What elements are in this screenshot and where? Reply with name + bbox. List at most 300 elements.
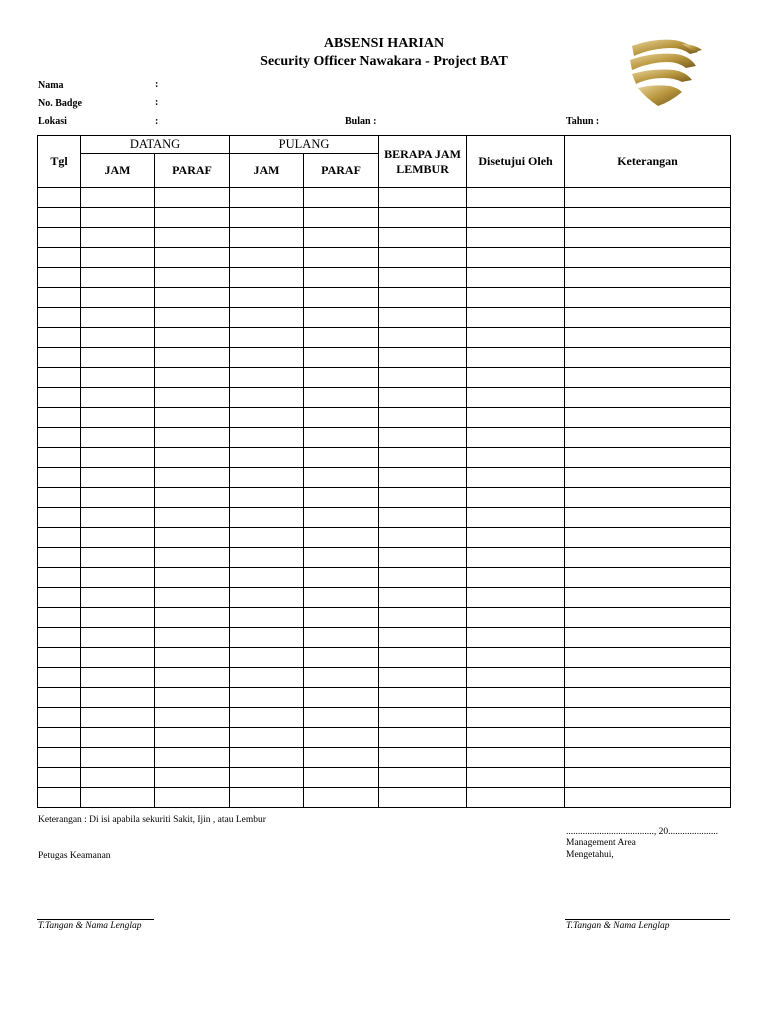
table-cell[interactable] bbox=[81, 548, 155, 568]
table-cell[interactable] bbox=[379, 508, 467, 528]
table-cell[interactable] bbox=[467, 688, 565, 708]
attendance-table bbox=[37, 135, 731, 808]
table-cell[interactable] bbox=[467, 348, 565, 368]
document-title: ABSENSI HARIAN bbox=[323, 36, 445, 51]
table-cell[interactable] bbox=[467, 708, 565, 728]
table-cell[interactable] bbox=[155, 648, 230, 668]
table-cell[interactable] bbox=[230, 428, 304, 448]
table-row bbox=[38, 328, 731, 348]
table-cell[interactable] bbox=[304, 708, 379, 728]
table-cell[interactable] bbox=[304, 348, 379, 368]
table-row bbox=[38, 728, 731, 748]
table-cell[interactable] bbox=[379, 528, 467, 548]
table-cell[interactable] bbox=[565, 228, 731, 248]
table-cell[interactable] bbox=[230, 528, 304, 548]
table-cell[interactable] bbox=[81, 288, 155, 308]
table-cell[interactable] bbox=[304, 248, 379, 268]
table-cell[interactable] bbox=[81, 408, 155, 428]
table-cell[interactable] bbox=[81, 788, 155, 808]
table-cell[interactable] bbox=[155, 428, 230, 448]
table-cell[interactable] bbox=[467, 628, 565, 648]
table-cell[interactable] bbox=[230, 268, 304, 288]
table-cell[interactable] bbox=[38, 468, 81, 488]
table-row bbox=[38, 588, 731, 608]
table-cell[interactable] bbox=[38, 648, 81, 668]
table-cell[interactable] bbox=[230, 308, 304, 328]
table-cell[interactable] bbox=[379, 188, 467, 208]
table-cell[interactable] bbox=[304, 668, 379, 688]
table-cell[interactable] bbox=[155, 628, 230, 648]
table-cell[interactable] bbox=[38, 488, 81, 508]
table-cell[interactable] bbox=[304, 228, 379, 248]
table-cell[interactable] bbox=[81, 428, 155, 448]
table-cell[interactable] bbox=[379, 648, 467, 668]
table-cell[interactable] bbox=[230, 188, 304, 208]
table-cell[interactable] bbox=[230, 628, 304, 648]
table-cell[interactable] bbox=[467, 748, 565, 768]
table-cell[interactable] bbox=[304, 368, 379, 388]
table-cell[interactable] bbox=[304, 548, 379, 568]
table-cell[interactable] bbox=[467, 288, 565, 308]
table-cell[interactable] bbox=[467, 788, 565, 808]
table-cell[interactable] bbox=[230, 588, 304, 608]
table-cell[interactable] bbox=[565, 468, 731, 488]
table-cell[interactable] bbox=[81, 668, 155, 688]
table-cell[interactable] bbox=[155, 208, 230, 228]
table-cell[interactable] bbox=[304, 188, 379, 208]
header-tgl: Tgl bbox=[38, 136, 81, 188]
table-cell[interactable] bbox=[230, 448, 304, 468]
table-cell[interactable] bbox=[155, 348, 230, 368]
table-cell[interactable] bbox=[304, 728, 379, 748]
table-cell[interactable] bbox=[467, 468, 565, 488]
lokasi-colon: : bbox=[155, 116, 159, 127]
table-cell[interactable] bbox=[38, 548, 81, 568]
table-cell[interactable] bbox=[379, 728, 467, 748]
table-cell[interactable] bbox=[467, 308, 565, 328]
table-cell[interactable] bbox=[467, 188, 565, 208]
table-row bbox=[38, 448, 731, 468]
table-cell[interactable] bbox=[379, 708, 467, 728]
table-cell[interactable] bbox=[565, 548, 731, 568]
table-row bbox=[38, 388, 731, 408]
table-cell[interactable] bbox=[38, 388, 81, 408]
table-cell[interactable] bbox=[379, 568, 467, 588]
table-cell[interactable] bbox=[379, 748, 467, 768]
table-cell[interactable] bbox=[304, 528, 379, 548]
table-cell[interactable] bbox=[565, 608, 731, 628]
table-cell[interactable] bbox=[155, 468, 230, 488]
table-cell[interactable] bbox=[379, 548, 467, 568]
table-cell[interactable] bbox=[38, 688, 81, 708]
table-cell[interactable] bbox=[155, 288, 230, 308]
table-cell[interactable] bbox=[565, 528, 731, 548]
table-cell[interactable] bbox=[230, 488, 304, 508]
table-cell[interactable] bbox=[155, 408, 230, 428]
table-row bbox=[38, 608, 731, 628]
management-area: Management Area bbox=[566, 838, 636, 848]
table-cell[interactable] bbox=[155, 548, 230, 568]
table-cell[interactable] bbox=[38, 448, 81, 468]
table-row bbox=[38, 188, 731, 208]
table-cell[interactable] bbox=[304, 428, 379, 448]
table-cell[interactable] bbox=[467, 548, 565, 568]
badge-colon: : bbox=[155, 97, 159, 108]
table-cell[interactable] bbox=[155, 248, 230, 268]
table-cell[interactable] bbox=[38, 248, 81, 268]
table-cell[interactable] bbox=[81, 468, 155, 488]
table-cell[interactable] bbox=[81, 628, 155, 648]
table-cell[interactable] bbox=[379, 308, 467, 328]
table-cell[interactable] bbox=[81, 388, 155, 408]
table-cell[interactable] bbox=[304, 608, 379, 628]
table-cell[interactable] bbox=[38, 348, 81, 368]
table-cell[interactable] bbox=[81, 368, 155, 388]
table-cell[interactable] bbox=[467, 228, 565, 248]
table-row bbox=[38, 308, 731, 328]
tahun-label: Tahun : bbox=[566, 116, 600, 127]
table-cell[interactable] bbox=[304, 448, 379, 468]
nama-label: Nama bbox=[38, 80, 64, 91]
table-cell[interactable] bbox=[155, 188, 230, 208]
table-cell[interactable] bbox=[565, 388, 731, 408]
table-cell[interactable] bbox=[155, 588, 230, 608]
table-cell[interactable] bbox=[379, 328, 467, 348]
table-cell[interactable] bbox=[467, 448, 565, 468]
table-cell[interactable] bbox=[38, 728, 81, 748]
table-cell[interactable] bbox=[155, 508, 230, 528]
table-cell[interactable] bbox=[565, 588, 731, 608]
table-cell[interactable] bbox=[467, 528, 565, 548]
table-row bbox=[38, 548, 731, 568]
table-row bbox=[38, 668, 731, 688]
table-cell[interactable] bbox=[565, 248, 731, 268]
table-cell[interactable] bbox=[565, 288, 731, 308]
table-row bbox=[38, 648, 731, 668]
mengetahui-label: Mengetahui, bbox=[566, 850, 614, 860]
table-cell[interactable] bbox=[230, 788, 304, 808]
document-subtitle: Security Officer Nawakara - Project BAT bbox=[260, 54, 508, 69]
table-cell[interactable] bbox=[565, 448, 731, 468]
table-cell[interactable] bbox=[565, 768, 731, 788]
table-cell[interactable] bbox=[467, 608, 565, 628]
table-cell[interactable] bbox=[379, 488, 467, 508]
table-cell[interactable] bbox=[565, 188, 731, 208]
table-row bbox=[38, 468, 731, 488]
table-row bbox=[38, 288, 731, 308]
table-cell[interactable] bbox=[230, 468, 304, 488]
table-cell[interactable] bbox=[81, 588, 155, 608]
table-cell[interactable] bbox=[155, 728, 230, 748]
table-cell[interactable] bbox=[81, 688, 155, 708]
table-cell[interactable] bbox=[81, 268, 155, 288]
table-cell[interactable] bbox=[565, 348, 731, 368]
table-cell[interactable] bbox=[379, 628, 467, 648]
table-cell[interactable] bbox=[565, 648, 731, 668]
table-cell[interactable] bbox=[467, 488, 565, 508]
table-cell[interactable] bbox=[304, 788, 379, 808]
table-cell[interactable] bbox=[38, 568, 81, 588]
table-cell[interactable] bbox=[467, 248, 565, 268]
table-row bbox=[38, 708, 731, 728]
badge-label: No. Badge bbox=[38, 98, 82, 109]
table-cell[interactable] bbox=[379, 208, 467, 228]
header-pulang: PULANG bbox=[230, 136, 379, 154]
header-keterangan: Keterangan bbox=[565, 136, 731, 188]
table-cell[interactable] bbox=[81, 208, 155, 228]
bulan-label: Bulan : bbox=[345, 116, 377, 127]
table-cell[interactable] bbox=[304, 408, 379, 428]
table-cell[interactable] bbox=[467, 668, 565, 688]
table-cell[interactable] bbox=[379, 448, 467, 468]
table-cell[interactable] bbox=[81, 748, 155, 768]
table-cell[interactable] bbox=[155, 228, 230, 248]
table-row bbox=[38, 228, 731, 248]
table-cell[interactable] bbox=[230, 648, 304, 668]
table-cell[interactable] bbox=[81, 528, 155, 548]
table-cell[interactable] bbox=[81, 228, 155, 248]
table-cell[interactable] bbox=[379, 348, 467, 368]
table-cell[interactable] bbox=[230, 328, 304, 348]
table-cell[interactable] bbox=[38, 268, 81, 288]
table-cell[interactable] bbox=[81, 188, 155, 208]
table-cell[interactable] bbox=[81, 488, 155, 508]
table-cell[interactable] bbox=[304, 628, 379, 648]
table-cell[interactable] bbox=[304, 568, 379, 588]
table-cell[interactable] bbox=[304, 748, 379, 768]
table-cell[interactable] bbox=[230, 408, 304, 428]
table-cell[interactable] bbox=[467, 368, 565, 388]
table-cell[interactable] bbox=[467, 208, 565, 228]
table-cell[interactable] bbox=[565, 628, 731, 648]
table-cell[interactable] bbox=[230, 708, 304, 728]
table-cell[interactable] bbox=[81, 608, 155, 628]
table-cell[interactable] bbox=[379, 248, 467, 268]
petugas-label: Petugas Keamanan bbox=[38, 851, 111, 861]
table-cell[interactable] bbox=[38, 208, 81, 228]
table-cell[interactable] bbox=[304, 208, 379, 228]
table-cell[interactable] bbox=[379, 588, 467, 608]
table-cell[interactable] bbox=[38, 588, 81, 608]
table-cell[interactable] bbox=[38, 768, 81, 788]
table-cell[interactable] bbox=[155, 788, 230, 808]
table-cell[interactable] bbox=[565, 788, 731, 808]
table-cell[interactable] bbox=[230, 608, 304, 628]
table-row bbox=[38, 268, 731, 288]
table-cell[interactable] bbox=[565, 428, 731, 448]
table-cell[interactable] bbox=[230, 228, 304, 248]
table-cell[interactable] bbox=[38, 748, 81, 768]
table-cell[interactable] bbox=[38, 608, 81, 628]
table-cell[interactable] bbox=[38, 288, 81, 308]
table-cell[interactable] bbox=[565, 308, 731, 328]
table-cell[interactable] bbox=[379, 228, 467, 248]
table-cell[interactable] bbox=[230, 688, 304, 708]
table-cell[interactable] bbox=[38, 368, 81, 388]
table-cell[interactable] bbox=[304, 508, 379, 528]
table-cell[interactable] bbox=[304, 588, 379, 608]
table-cell[interactable] bbox=[379, 288, 467, 308]
table-cell[interactable] bbox=[379, 788, 467, 808]
table-cell[interactable] bbox=[304, 328, 379, 348]
table-cell[interactable] bbox=[81, 308, 155, 328]
table-cell[interactable] bbox=[155, 328, 230, 348]
table-cell[interactable] bbox=[230, 748, 304, 768]
table-cell[interactable] bbox=[230, 768, 304, 788]
table-cell[interactable] bbox=[81, 508, 155, 528]
table-row bbox=[38, 688, 731, 708]
lokasi-label: Lokasi bbox=[38, 116, 67, 127]
table-cell[interactable] bbox=[304, 768, 379, 788]
table-cell[interactable] bbox=[230, 348, 304, 368]
table-cell[interactable] bbox=[38, 308, 81, 328]
table-cell[interactable] bbox=[565, 728, 731, 748]
table-row bbox=[38, 348, 731, 368]
table-cell[interactable] bbox=[38, 228, 81, 248]
table-cell[interactable] bbox=[38, 508, 81, 528]
table-cell[interactable] bbox=[565, 368, 731, 388]
table-cell[interactable] bbox=[155, 388, 230, 408]
table-cell[interactable] bbox=[81, 708, 155, 728]
table-cell[interactable] bbox=[565, 488, 731, 508]
table-cell[interactable] bbox=[155, 708, 230, 728]
table-cell[interactable] bbox=[565, 668, 731, 688]
table-cell[interactable] bbox=[467, 388, 565, 408]
table-cell[interactable] bbox=[565, 408, 731, 428]
table-cell[interactable] bbox=[38, 628, 81, 648]
table-cell[interactable] bbox=[38, 188, 81, 208]
footer-note: Keterangan : Di isi apabila sekuriti Sakit, Ijin , atau Lembur bbox=[38, 815, 266, 825]
table-row bbox=[38, 208, 731, 228]
table-row bbox=[38, 768, 731, 788]
table-cell[interactable] bbox=[467, 568, 565, 588]
header-datang: DATANG bbox=[81, 136, 230, 154]
table-cell[interactable] bbox=[81, 348, 155, 368]
table-row bbox=[38, 428, 731, 448]
table-cell[interactable] bbox=[304, 468, 379, 488]
table-cell[interactable] bbox=[467, 728, 565, 748]
table-cell[interactable] bbox=[565, 208, 731, 228]
table-cell[interactable] bbox=[81, 248, 155, 268]
table-cell[interactable] bbox=[230, 208, 304, 228]
table-row bbox=[38, 508, 731, 528]
table-cell[interactable] bbox=[230, 548, 304, 568]
table-cell[interactable] bbox=[467, 588, 565, 608]
table-cell[interactable] bbox=[155, 748, 230, 768]
table-cell[interactable] bbox=[38, 708, 81, 728]
table-cell[interactable] bbox=[81, 648, 155, 668]
table-cell[interactable] bbox=[38, 788, 81, 808]
table-row bbox=[38, 528, 731, 548]
table-cell[interactable] bbox=[155, 608, 230, 628]
table-row bbox=[38, 628, 731, 648]
table-cell[interactable] bbox=[304, 648, 379, 668]
table-cell[interactable] bbox=[230, 668, 304, 688]
table-cell[interactable] bbox=[155, 368, 230, 388]
table-row bbox=[38, 748, 731, 768]
table-cell[interactable] bbox=[467, 768, 565, 788]
header-lembur: BERAPA JAM LEMBUR bbox=[379, 136, 467, 188]
table-cell[interactable] bbox=[304, 688, 379, 708]
table-cell[interactable] bbox=[81, 448, 155, 468]
table-cell[interactable] bbox=[81, 328, 155, 348]
table-cell[interactable] bbox=[565, 268, 731, 288]
table-cell[interactable] bbox=[230, 368, 304, 388]
table-cell[interactable] bbox=[565, 328, 731, 348]
table-row bbox=[38, 788, 731, 808]
table-cell[interactable] bbox=[467, 648, 565, 668]
header-pulang-jam: JAM bbox=[230, 154, 304, 188]
table-cell[interactable] bbox=[38, 528, 81, 548]
table-cell[interactable] bbox=[304, 488, 379, 508]
table-cell[interactable] bbox=[38, 668, 81, 688]
table-cell[interactable] bbox=[304, 268, 379, 288]
table-row bbox=[38, 568, 731, 588]
table-cell[interactable] bbox=[565, 688, 731, 708]
table-cell[interactable] bbox=[379, 428, 467, 448]
table-cell[interactable] bbox=[81, 568, 155, 588]
eagle-shield-logo bbox=[624, 36, 704, 108]
table-cell[interactable] bbox=[379, 468, 467, 488]
table-cell[interactable] bbox=[379, 388, 467, 408]
table-cell[interactable] bbox=[467, 428, 565, 448]
table-cell[interactable] bbox=[565, 508, 731, 528]
table-cell[interactable] bbox=[379, 768, 467, 788]
table-cell[interactable] bbox=[155, 568, 230, 588]
table-cell[interactable] bbox=[304, 288, 379, 308]
signature-line-right bbox=[565, 919, 730, 920]
signature-label-right: T.Tangan & Nama Lenglap bbox=[566, 921, 670, 931]
nama-colon: : bbox=[155, 79, 159, 90]
table-cell[interactable] bbox=[304, 308, 379, 328]
table-cell[interactable] bbox=[81, 768, 155, 788]
table-cell[interactable] bbox=[379, 268, 467, 288]
table-cell[interactable] bbox=[38, 408, 81, 428]
table-cell[interactable] bbox=[467, 408, 565, 428]
table-cell[interactable] bbox=[230, 248, 304, 268]
table-cell[interactable] bbox=[230, 508, 304, 528]
table-cell[interactable] bbox=[155, 528, 230, 548]
table-cell[interactable] bbox=[230, 728, 304, 748]
table-cell[interactable] bbox=[565, 708, 731, 728]
table-cell[interactable] bbox=[155, 768, 230, 788]
table-cell[interactable] bbox=[230, 388, 304, 408]
table-cell[interactable] bbox=[379, 688, 467, 708]
table-cell[interactable] bbox=[467, 328, 565, 348]
table-cell[interactable] bbox=[565, 568, 731, 588]
table-cell[interactable] bbox=[379, 368, 467, 388]
table-cell[interactable] bbox=[81, 728, 155, 748]
table-cell[interactable] bbox=[565, 748, 731, 768]
table-cell[interactable] bbox=[467, 508, 565, 528]
table-cell[interactable] bbox=[155, 668, 230, 688]
table-cell[interactable] bbox=[467, 268, 565, 288]
table-cell[interactable] bbox=[155, 308, 230, 328]
table-cell[interactable] bbox=[304, 388, 379, 408]
table-cell[interactable] bbox=[155, 488, 230, 508]
table-cell[interactable] bbox=[230, 568, 304, 588]
table-cell[interactable] bbox=[379, 608, 467, 628]
table-cell[interactable] bbox=[38, 328, 81, 348]
table-cell[interactable] bbox=[155, 688, 230, 708]
date-line: ....................................., 20..................... bbox=[566, 827, 718, 837]
table-cell[interactable] bbox=[155, 448, 230, 468]
table-cell[interactable] bbox=[379, 408, 467, 428]
table-cell[interactable] bbox=[38, 428, 81, 448]
table-cell[interactable] bbox=[230, 288, 304, 308]
table-cell[interactable] bbox=[379, 668, 467, 688]
table-cell[interactable] bbox=[155, 268, 230, 288]
